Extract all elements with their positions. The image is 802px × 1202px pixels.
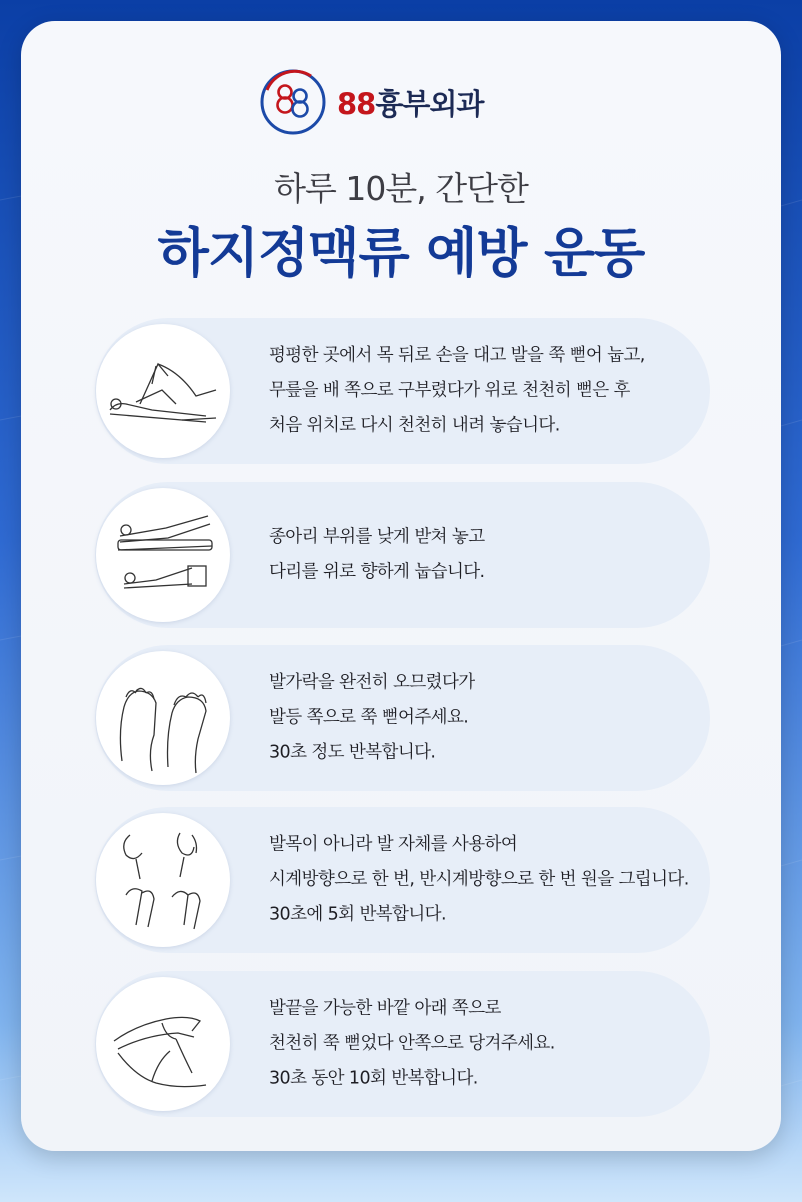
exercise-row xyxy=(95,971,710,1117)
description-line: 평평한 곳에서 목 뒤로 손을 대고 발을 쭉 뻗어 눕고, xyxy=(269,345,645,366)
clinic-logo xyxy=(259,67,559,137)
elevated-legs-illustration xyxy=(96,488,230,622)
page-title: 하지정맥류 예방 운동 xyxy=(157,223,645,284)
exercise-row xyxy=(95,482,710,628)
ankle-circle-illustration xyxy=(96,813,230,947)
logo-mark-icon xyxy=(259,68,327,136)
exercise-description xyxy=(269,828,689,933)
description-line: 30초 동안 10회 반복합니다. xyxy=(269,1068,478,1089)
foot-point-illustration xyxy=(96,977,230,1111)
exercise-description xyxy=(269,992,555,1097)
toe-curl-illustration xyxy=(96,651,230,785)
description-line: 천천히 쭉 뻗었다 안쪽으로 당겨주세요. xyxy=(269,1033,555,1054)
description-line: 발등 쪽으로 쭉 뻗어주세요. xyxy=(269,707,469,728)
description-line: 발끝을 가능한 바깥 아래 쪽으로 xyxy=(269,998,501,1019)
exercise-description xyxy=(269,520,485,590)
lying-knee-raise-illustration xyxy=(96,324,230,458)
logo-number: 88 xyxy=(337,86,376,121)
exercise-description xyxy=(269,666,475,771)
info-card xyxy=(21,21,781,1151)
description-line: 30초 정도 반복합니다. xyxy=(269,742,436,763)
description-line: 시계방향으로 한 번, 반시계방향으로 한 번 원을 그립니다. xyxy=(269,869,689,890)
description-line: 발가락을 완전히 오므렸다가 xyxy=(269,672,475,693)
exercise-description xyxy=(269,339,645,444)
page-subtitle: 하루 10분, 간단한 xyxy=(274,169,528,208)
description-line: 무릎을 배 쪽으로 구부렸다가 위로 천천히 뻗은 후 xyxy=(269,380,630,401)
exercise-row xyxy=(95,318,710,464)
exercise-row xyxy=(95,645,710,791)
description-line: 처음 위치로 다시 천천히 내려 놓습니다. xyxy=(269,415,560,436)
description-line: 30초에 5회 반복합니다. xyxy=(269,904,446,925)
logo-clinic-name: 흉부외과 xyxy=(375,86,484,121)
description-line: 다리를 위로 향하게 눕습니다. xyxy=(269,562,485,582)
exercise-row xyxy=(95,807,710,953)
description-line: 종아리 부위를 낮게 받쳐 놓고 xyxy=(269,527,485,547)
description-line: 발목이 아니라 발 자체를 사용하여 xyxy=(269,834,518,855)
